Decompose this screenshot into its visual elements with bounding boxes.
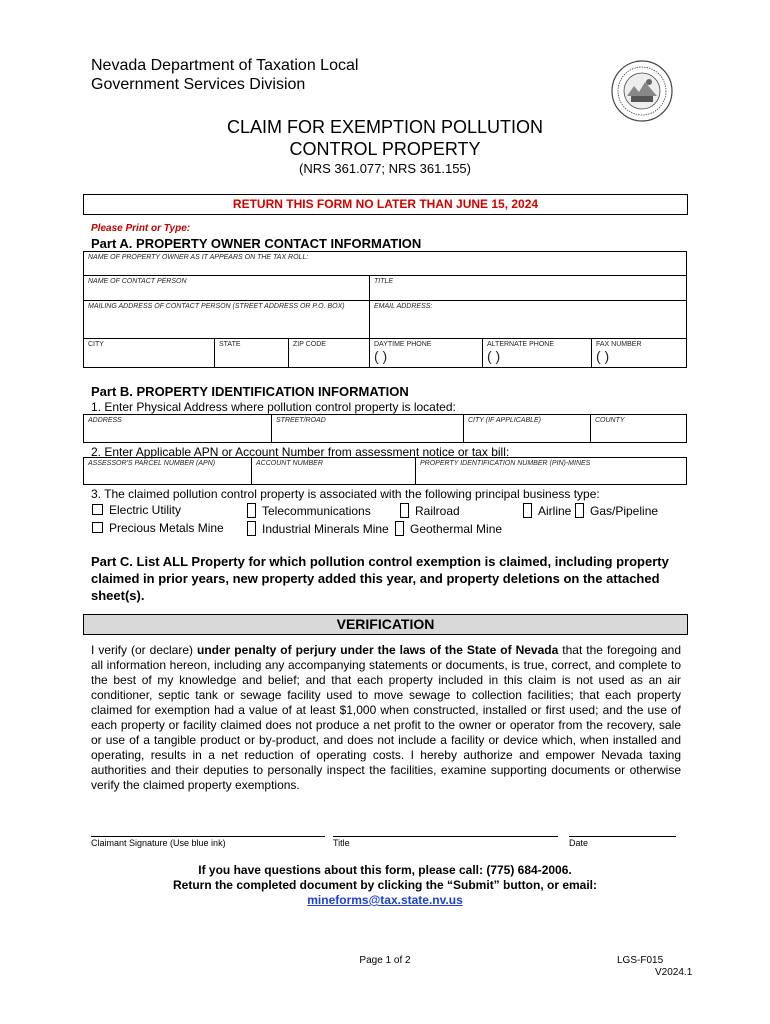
business-type-geothermal-mine[interactable] (395, 521, 502, 536)
checkbox-telecommunications[interactable] (247, 503, 256, 518)
alternate-phone-field[interactable] (483, 339, 592, 367)
owner-name-label: NAME OF PROPERTY OWNER AS IT APPEARS ON THE TAX ROLL: (88, 254, 309, 261)
fax-label: FAX NUMBER (596, 341, 642, 348)
checkbox-geothermal-mine[interactable] (395, 521, 404, 536)
account-number-field[interactable] (252, 458, 416, 484)
electric-utility-label: Electric Utility (109, 503, 182, 517)
owner-name-field[interactable] (84, 252, 686, 276)
fax-field[interactable] (592, 339, 686, 367)
agency-name (91, 56, 411, 94)
contact-phone-line: If you have questions about this form, please call: (775) 684-2006. (198, 863, 572, 877)
claimant-signature-line[interactable] (91, 836, 325, 848)
county-field[interactable] (591, 415, 686, 442)
contact-name-field[interactable] (84, 276, 370, 301)
verification-heading: VERIFICATION (83, 614, 688, 635)
daytime-phone-area-code: ( ) (374, 348, 388, 364)
account-number-label: ACCOUNT NUMBER (256, 460, 323, 467)
contact-email-link[interactable]: mineforms@tax.state.nv.us (307, 893, 463, 907)
claimant-signature-label: Claimant Signature (Use blue ink) (91, 838, 226, 848)
title-field[interactable] (370, 276, 686, 301)
email-label: EMAIL ADDRESS: (374, 303, 433, 310)
form-title-line2: CONTROL PROPERTY (289, 139, 481, 159)
part-b-q1: 1. Enter Physical Address where pollution control property is located: (91, 400, 456, 414)
part-b-heading: Part B. PROPERTY IDENTIFICATION INFORMATION (91, 384, 409, 399)
alternate-phone-label: ALTERNATE PHONE (487, 341, 555, 348)
nrs-reference: (NRS 361.077; NRS 361.155) (299, 161, 471, 176)
address-label: ADDRESS (88, 417, 122, 424)
signature-date-label: Date (569, 838, 589, 848)
signature-date-line[interactable] (569, 836, 676, 848)
contact-name-label: NAME OF CONTACT PERSON (88, 278, 187, 285)
physical-address-grid (83, 414, 687, 443)
address-field[interactable] (84, 415, 272, 442)
alternate-phone-area-code: ( ) (487, 348, 501, 364)
industrial-minerals-mine-label: Industrial Minerals Mine (262, 522, 389, 536)
pin-label: PROPERTY IDENTIFICATION NUMBER (PIN)-MINES (420, 460, 591, 467)
business-type-telecommunications[interactable] (247, 503, 371, 518)
telecommunications-label: Telecommunications (262, 504, 371, 518)
agency-line1: Nevada Department of Taxation Local (91, 57, 359, 74)
checkbox-electric-utility[interactable] (92, 504, 103, 515)
gas-pipeline-label: Gas/Pipeline (590, 504, 659, 518)
county-label: COUNTY (595, 417, 625, 424)
railroad-label: Railroad (415, 504, 460, 518)
state-label: STATE (219, 341, 241, 348)
geothermal-mine-label: Geothermal Mine (410, 522, 503, 536)
checkbox-precious-metals-mine[interactable] (92, 522, 103, 533)
mailing-address-field[interactable] (84, 301, 370, 339)
contact-email-row (0, 892, 770, 908)
checkbox-railroad[interactable] (400, 503, 409, 518)
apn-label: ASSESSOR'S PARCEL NUMBER (APN) (88, 460, 216, 467)
street-label: STREET/ROAD (276, 417, 326, 424)
account-number-grid (83, 457, 687, 485)
title-label: TITLE (374, 278, 394, 285)
print-note: Please Print or Type: (91, 223, 191, 234)
checkbox-gas-pipeline[interactable] (575, 503, 584, 518)
business-type-industrial-minerals-mine[interactable] (247, 521, 389, 536)
airline-label: Airline (538, 504, 572, 518)
return-deadline-notice: RETURN THIS FORM NO LATER THAN JUNE 15, 2024 (83, 194, 688, 215)
daytime-phone-label: DAYTIME PHONE (374, 341, 432, 348)
part-b-q3: 3. The claimed pollution control property is associated with the following principal business type: (91, 487, 600, 501)
zip-label: ZIP CODE (293, 341, 326, 348)
part-a-grid (83, 251, 687, 368)
verification-lead: I verify (or declare) (91, 643, 197, 657)
business-type-railroad[interactable] (400, 503, 460, 518)
form-title-line1: CLAIM FOR EXEMPTION POLLUTION (226, 117, 544, 137)
form-title (0, 116, 770, 160)
zip-field[interactable] (289, 339, 370, 367)
checkbox-airline[interactable] (523, 503, 532, 518)
city-field[interactable] (84, 339, 215, 367)
city-applicable-field[interactable] (464, 415, 591, 442)
pin-field[interactable] (416, 458, 686, 484)
verification-perjury-clause: under penalty of perjury under the laws of the State of Nevada (196, 643, 559, 657)
business-type-gas-pipeline[interactable] (575, 503, 658, 518)
fax-area-code: ( ) (596, 348, 610, 364)
nevada-state-seal-icon (611, 60, 673, 122)
apn-field[interactable] (84, 458, 252, 484)
state-field[interactable] (215, 339, 289, 367)
mailing-address-label: MAILING ADDRESS OF CONTACT PERSON (STREET ADDRESS OR P.O. BOX) (88, 303, 345, 310)
verification-body: that the foregoing and all information hereon, including any accompanying statements or documents, is true, correct, and complete to the best of my knowledge and belief; and that each property included in this claim is not used as an air conditioner, septic tank or sewage facility used to move sewage to collection facilities; that each property claimed for exemption had a value of at least $1,000 when constructed, installed or first used; and the use of each property or facility claimed does not produce a net profit to the owner or operator from the recovery, sale or use of a tangible product or by-product, and does not include a facility or device which, when installed and operating, results in a net reduction of operating costs. I hereby authorize and empower Nevada taxing authorities and their deputies to personally inspect the facilities, examine supporting documents or otherwise verify the claimed property exemptions. (91, 643, 681, 792)
verification-statement (91, 643, 681, 793)
part-b-q2: 2. Enter Applicable APN or Account Number from assessment notice or tax bill: (91, 445, 510, 459)
form-version: V2024.1 (655, 967, 693, 978)
page-number: Page 1 of 2 (359, 955, 411, 966)
signature-title-label: Title (333, 838, 350, 848)
email-field[interactable] (370, 301, 686, 339)
business-type-precious-metals-mine[interactable] (92, 521, 224, 535)
part-a-heading: Part A. PROPERTY OWNER CONTACT INFORMATION (91, 236, 422, 251)
street-field[interactable] (272, 415, 464, 442)
part-c-instructions: Part C. List ALL Property for which pollution control exemption is claimed, including property claimed in prior years, new property added this year, and property deletions on the attached sheet(s). (91, 554, 669, 603)
city-applicable-label: CITY (IF APPLICABLE) (468, 417, 542, 424)
business-type-electric-utility[interactable] (92, 503, 181, 517)
form-id: LGS-F015 (617, 955, 664, 966)
city-label: CITY (88, 341, 104, 348)
precious-metals-mine-label: Precious Metals Mine (109, 521, 224, 535)
contact-submit-line: Return the completed document by clicking the “Submit” button, or email: (172, 878, 598, 892)
agency-line2: Government Services Division (91, 76, 306, 93)
checkbox-industrial-minerals-mine[interactable] (247, 521, 256, 536)
daytime-phone-field[interactable] (370, 339, 483, 367)
signature-title-line[interactable] (333, 836, 558, 848)
business-type-airline[interactable] (523, 503, 571, 518)
